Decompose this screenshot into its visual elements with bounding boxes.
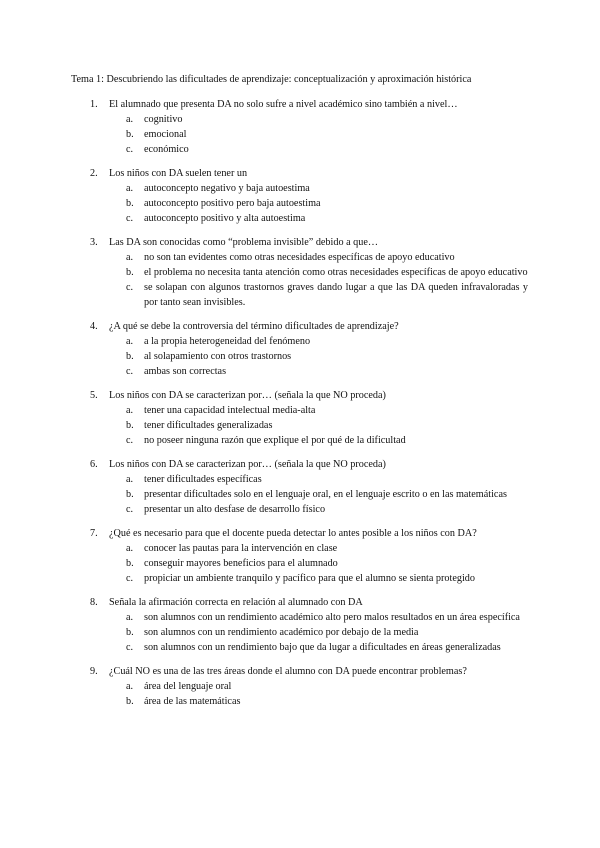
answer-option — [0, 280, 528, 310]
answer-option — [0, 487, 528, 502]
question-number: 3. — [90, 237, 98, 248]
option-letter: b. — [126, 558, 134, 569]
answer-option — [0, 418, 528, 433]
answer-option — [0, 265, 528, 280]
question-item — [0, 664, 600, 709]
question-item — [0, 97, 600, 157]
question-text: Las DA son conocidas como “problema invisible” debido a que… — [109, 237, 379, 248]
option-text: autoconcepto negativo y baja autoestima — [144, 183, 310, 194]
option-list — [109, 250, 528, 310]
option-text: emocional — [144, 129, 187, 140]
option-letter: a. — [126, 183, 134, 194]
question-text: ¿Cuál NO es una de las tres áreas donde el alumno con DA puede encontrar problemas? — [109, 666, 467, 677]
option-text: cognitivo — [144, 114, 183, 125]
option-text: autoconcepto positivo y alta autoestima — [144, 213, 306, 224]
option-letter: b. — [126, 696, 134, 707]
question-number: 4. — [90, 321, 98, 332]
answer-option — [0, 679, 528, 694]
question-number: 6. — [90, 459, 98, 470]
option-letter: b. — [126, 489, 134, 500]
option-letter: a. — [126, 336, 134, 347]
answer-option — [0, 112, 528, 127]
option-letter: c. — [126, 642, 134, 653]
option-list — [109, 541, 528, 586]
option-text: son alumnos con un rendimiento bajo que da lugar a dificultades en áreas generalizadas — [144, 642, 501, 653]
option-letter: c. — [126, 366, 134, 377]
answer-option — [0, 403, 528, 418]
option-letter: a. — [126, 474, 134, 485]
question-item — [0, 166, 600, 226]
question-number: 7. — [90, 528, 98, 539]
answer-option — [0, 142, 528, 157]
option-text: tener una capacidad intelectual media-alta — [144, 405, 316, 416]
question-item — [0, 457, 600, 517]
answer-option — [0, 625, 528, 640]
answer-option — [0, 502, 528, 517]
option-text: tener dificultades específicas — [144, 474, 262, 485]
option-text: a la propia heterogeneidad del fenómeno — [144, 336, 311, 347]
option-text: son alumnos con un rendimiento académico por debajo de la media — [144, 627, 419, 638]
option-list — [109, 181, 528, 226]
option-text: no poseer ninguna razón que explique el por qué de la dificultad — [144, 435, 406, 446]
answer-option — [0, 334, 528, 349]
question-text: ¿A qué se debe la controversia del término dificultades de aprendizaje? — [109, 321, 399, 332]
question-item — [0, 388, 600, 448]
option-text: presentar un alto desfase de desarrollo físico — [144, 504, 326, 515]
option-letter: c. — [126, 282, 134, 293]
option-letter: a. — [126, 114, 134, 125]
answer-option — [0, 433, 528, 448]
answer-option — [0, 694, 528, 709]
option-text: no son tan evidentes como otras necesidades específicas de apoyo educativo — [144, 252, 455, 263]
document-title: Tema 1: Descubriendo las dificultades de aprendizaje: conceptualización y aproximación histórica — [71, 74, 472, 85]
option-list — [109, 679, 528, 709]
answer-option — [0, 250, 528, 265]
answer-option — [0, 541, 528, 556]
question-number: 5. — [90, 390, 98, 401]
option-letter: a. — [126, 612, 134, 623]
option-text: económico — [144, 144, 189, 155]
option-text: ambas son correctas — [144, 366, 227, 377]
question-text: ¿Qué es necesario para que el docente pueda detectar lo antes posible a los niños con DA? — [109, 528, 477, 539]
answer-option — [0, 472, 528, 487]
question-text: Los niños con DA suelen tener un — [109, 168, 248, 179]
question-text: Señala la afirmación correcta en relación al alumnado con DA — [109, 597, 363, 608]
option-letter: c. — [126, 435, 134, 446]
option-letter: a. — [126, 405, 134, 416]
answer-option — [0, 364, 528, 379]
question-list — [0, 97, 600, 718]
option-letter: c. — [126, 213, 134, 224]
answer-option — [0, 640, 528, 655]
question-text: Los niños con DA se caracterizan por… (señala la que NO proceda) — [109, 459, 386, 470]
answer-option — [0, 196, 528, 211]
option-text: propiciar un ambiente tranquilo y pacífico para que el alumno se sienta protegido — [144, 573, 475, 584]
answer-option — [0, 349, 528, 364]
option-list — [109, 610, 528, 655]
option-letter: c. — [126, 573, 134, 584]
question-item — [0, 235, 600, 310]
option-letter: b. — [126, 627, 134, 638]
question-text: El alumnado que presenta DA no solo sufre a nivel académico sino también a nivel… — [109, 99, 458, 110]
answer-option — [0, 127, 528, 142]
option-letter: c. — [126, 144, 134, 155]
answer-option — [0, 181, 528, 196]
question-number: 8. — [90, 597, 98, 608]
question-item — [0, 319, 600, 379]
option-text: tener dificultades generalizadas — [144, 420, 273, 431]
option-letter: b. — [126, 129, 134, 140]
option-text: conocer las pautas para la intervención en clase — [144, 543, 338, 554]
option-letter: b. — [126, 420, 134, 431]
question-item — [0, 526, 600, 586]
option-text: el problema no necesita tanta atención como otras necesidades específicas de apoyo educativo — [144, 267, 528, 278]
option-list — [109, 334, 528, 379]
question-number: 9. — [90, 666, 98, 677]
option-list — [109, 112, 528, 157]
option-letter: a. — [126, 252, 134, 263]
option-list — [109, 472, 528, 517]
option-letter: a. — [126, 681, 134, 692]
option-text: son alumnos con un rendimiento académico alto pero malos resultados en un área específica — [144, 612, 520, 623]
answer-option — [0, 556, 528, 571]
option-letter: b. — [126, 351, 134, 362]
option-letter: b. — [126, 267, 134, 278]
question-number: 2. — [90, 168, 98, 179]
option-text: área del lenguaje oral — [144, 681, 232, 692]
answer-option — [0, 571, 528, 586]
option-text: se solapan con algunos trastornos graves dando lugar a que las DA queden infravaloradas y por tanto sean invisibles. — [144, 282, 528, 308]
question-number: 1. — [90, 99, 98, 110]
option-text: autoconcepto positivo pero baja autoestima — [144, 198, 321, 209]
option-letter: c. — [126, 504, 134, 515]
question-item — [0, 595, 600, 655]
option-letter: b. — [126, 198, 134, 209]
answer-option — [0, 610, 528, 625]
answer-option — [0, 211, 528, 226]
option-text: presentar dificultades solo en el lenguaje oral, en el lenguaje escrito o en las matemáticas — [144, 489, 507, 500]
option-text: al solapamiento con otros trastornos — [144, 351, 292, 362]
question-text: Los niños con DA se caracterizan por… (señala la que NO proceda) — [109, 390, 386, 401]
option-list — [109, 403, 528, 448]
option-text: área de las matemáticas — [144, 696, 241, 707]
option-text: conseguir mayores beneficios para el alumnado — [144, 558, 338, 569]
option-letter: a. — [126, 543, 134, 554]
